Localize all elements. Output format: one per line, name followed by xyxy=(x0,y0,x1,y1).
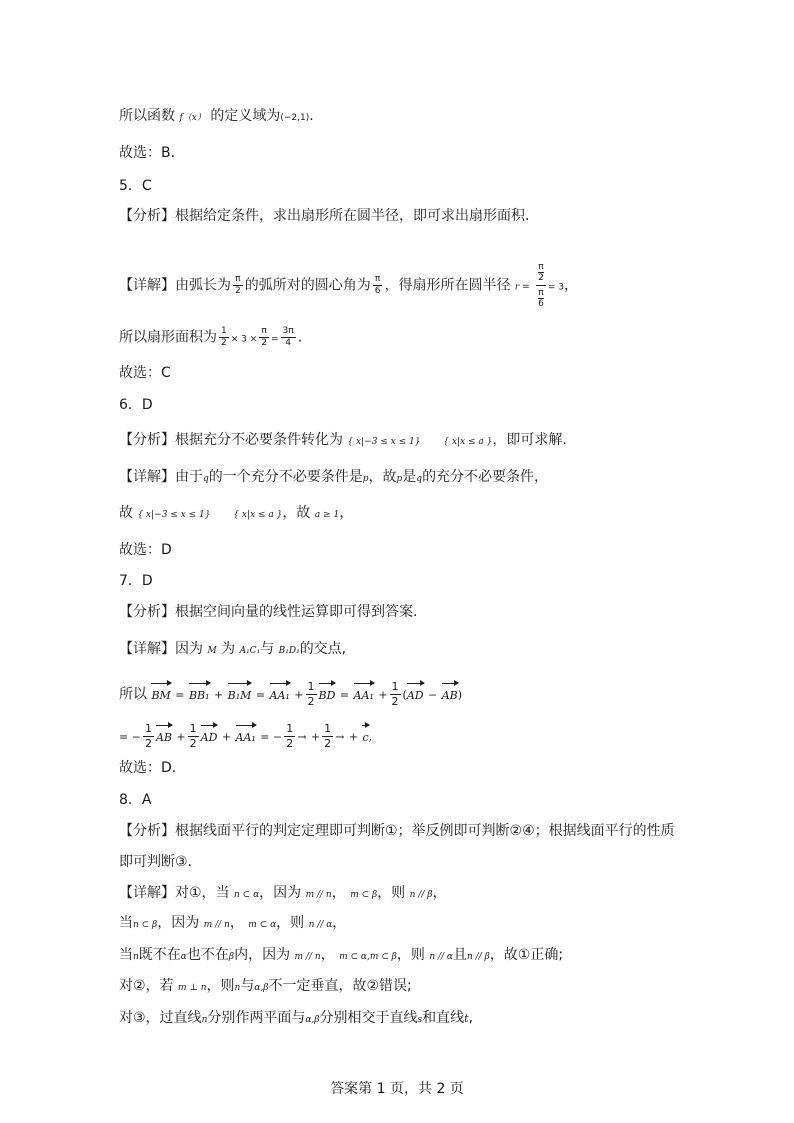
math: s xyxy=(417,1015,423,1025)
fraction: $\frac{\pi}{2}$ xyxy=(261,326,267,348)
text: 【详解】对①，当 xyxy=(119,885,230,901)
math: n xyxy=(234,983,241,993)
math: = xyxy=(175,688,185,702)
math: + xyxy=(310,730,321,744)
math: q xyxy=(416,474,423,484)
math: { x|−3 ≤ x ≤ 1} xyxy=(137,510,211,520)
fraction: $\frac{1}{2}$ xyxy=(324,722,332,750)
question-number: 7．D xyxy=(119,573,153,589)
math: ( xyxy=(402,688,407,702)
vector: BD xyxy=(319,682,336,706)
vector: BB₁ xyxy=(189,682,210,706)
vector-equation xyxy=(119,680,462,709)
fraction: $\frac{\pi}{6}$ xyxy=(374,274,381,296)
detail-line xyxy=(119,503,353,525)
math: → xyxy=(297,730,307,744)
math: m ⊂ α,m ⊂ β xyxy=(339,952,397,962)
math: m ⊥ n xyxy=(178,983,207,993)
text: ，则 xyxy=(276,915,305,931)
text: ， xyxy=(563,277,578,294)
vector: AA₁ xyxy=(354,682,374,706)
text-line xyxy=(119,106,314,128)
detail-line xyxy=(119,639,346,661)
text: 与 xyxy=(240,978,255,994)
text: 分别相交于直线 xyxy=(319,1010,418,1026)
text-line: 故选：B. xyxy=(119,145,176,161)
math: m ⊂ α xyxy=(248,920,277,930)
math: { x|x ≤ a } xyxy=(233,510,283,520)
math: n xyxy=(133,952,139,962)
math: m // n xyxy=(305,890,332,900)
fraction: $\frac{\pi}{2}$ xyxy=(235,274,241,296)
math: m // n xyxy=(203,920,230,930)
math: − xyxy=(428,688,438,702)
text: . xyxy=(297,329,303,346)
fraction: $\frac{1}{2}$ xyxy=(144,722,152,750)
math: α,β xyxy=(305,1015,320,1025)
detail-line xyxy=(119,1008,473,1030)
math: = xyxy=(255,688,266,702)
vector: c xyxy=(362,724,368,748)
math: α xyxy=(180,952,187,962)
math: r = xyxy=(514,282,530,293)
vector: AB xyxy=(156,724,172,748)
analysis-line: 【分析】根据线面平行的判定定理即可判断①；举反例即可判断②④；根据线面平行的性质 xyxy=(119,823,675,839)
text: 【详解】由于 xyxy=(119,469,203,485)
math: B₁D₁ xyxy=(278,646,300,656)
text: ， xyxy=(332,915,347,931)
text: ，故 xyxy=(282,505,311,521)
text: ， xyxy=(320,947,335,963)
text: , xyxy=(468,1010,474,1026)
detail-line xyxy=(119,913,346,935)
text: 当 xyxy=(119,915,133,931)
math: n xyxy=(201,1015,208,1025)
fraction: $\frac{1}{2}$ xyxy=(307,680,315,708)
text: 的一个充分不必要条件是 xyxy=(208,469,363,485)
math: α,β xyxy=(254,983,269,993)
text: 既不在 xyxy=(138,947,181,963)
text: ，即可求解. xyxy=(492,432,567,448)
fraction: $\frac{3\pi}{4}$ xyxy=(282,326,294,348)
math: , xyxy=(368,730,373,744)
math: n ⊂ β xyxy=(133,920,158,930)
text: 内，因为 xyxy=(234,947,291,963)
math: n // α xyxy=(308,920,333,930)
text: 不一定垂直，故②错误; xyxy=(268,978,412,994)
vector: BM xyxy=(151,682,170,706)
detail-line xyxy=(119,262,578,309)
text: 【详解】因为 xyxy=(119,641,203,657)
text: 的弧所对的圆心角为 xyxy=(244,277,371,294)
math: + xyxy=(294,688,304,702)
text: ，因为 xyxy=(259,885,302,901)
text: 与 xyxy=(260,641,275,657)
math: + xyxy=(213,688,224,702)
math: { x|x ≤ a } xyxy=(443,437,493,447)
text: 【详解】由弧长为 xyxy=(119,277,231,294)
analysis-line: 【分析】根据空间向量的线性运算即可得到答案. xyxy=(119,604,418,620)
math: f（x） xyxy=(179,113,206,123)
math: m ⊂ β xyxy=(350,890,378,900)
text: 对②，若 xyxy=(119,978,174,994)
compound-fraction: π 2 π 6 xyxy=(538,262,544,309)
text: 【分析】根据充分不必要条件转化为 xyxy=(119,432,343,448)
vector: AB xyxy=(442,682,458,706)
math: n ⊂ α xyxy=(234,890,260,900)
detail-line xyxy=(119,976,412,998)
fraction: $\frac{1}{2}$ xyxy=(221,326,227,348)
text: 当 xyxy=(119,947,133,963)
text: 为 xyxy=(221,641,236,657)
fraction: $\frac{1}{2}$ xyxy=(286,722,294,750)
math: = xyxy=(339,688,350,702)
text: 对③，过直线 xyxy=(119,1010,202,1026)
text: 所以扇形面积为 xyxy=(119,329,217,346)
math: a ≥ 1 xyxy=(314,510,340,520)
fraction: $\frac{1}{2}$ xyxy=(391,680,399,708)
math: p xyxy=(362,474,369,484)
math: = 3 xyxy=(547,282,564,293)
text: ， xyxy=(229,915,244,931)
text: ，则 xyxy=(377,885,406,901)
text: ， xyxy=(339,505,354,521)
math: β xyxy=(228,952,235,962)
math: + xyxy=(348,730,359,744)
detail-line xyxy=(119,883,446,905)
text: ， xyxy=(432,885,447,901)
vector: AA₁ xyxy=(270,682,290,706)
math: ) xyxy=(457,688,463,702)
math: q xyxy=(203,474,209,484)
math: p xyxy=(396,474,403,484)
question-number: 8．A xyxy=(119,792,152,808)
question-number: 6．D xyxy=(119,397,153,413)
math: m // n xyxy=(294,952,321,962)
text: 的定义域为 xyxy=(210,108,281,124)
analysis-line xyxy=(119,430,567,452)
text: 的交点, xyxy=(299,641,347,657)
text: 和直线 xyxy=(422,1010,465,1026)
text: . xyxy=(309,108,314,124)
text: ，因为 xyxy=(157,915,200,931)
math: n // β xyxy=(466,952,490,962)
text: 是 xyxy=(402,469,417,485)
fraction: $\frac{1}{2}$ xyxy=(189,722,197,750)
text: 故 xyxy=(119,505,133,521)
math: → xyxy=(335,730,345,744)
text: ，则 xyxy=(206,978,235,994)
answer-line: 故选：C xyxy=(119,365,171,381)
vector-equation xyxy=(119,722,372,751)
math: M xyxy=(207,646,217,656)
math: A₁C₁ xyxy=(239,646,261,656)
math: n // α xyxy=(429,952,453,962)
analysis-line: 即可判断③. xyxy=(119,854,193,870)
text: ，则 xyxy=(396,947,425,963)
vector: AD xyxy=(407,682,424,706)
text: 分别作两平面与 xyxy=(207,1010,306,1026)
vector: B₁M xyxy=(228,682,252,706)
vector: AD xyxy=(201,724,218,748)
math: = xyxy=(271,334,279,345)
text: ， xyxy=(331,885,346,901)
text: ，得扇形所在圆半径 xyxy=(384,277,511,294)
detail-line xyxy=(119,467,548,489)
text: 所以函数 xyxy=(119,108,175,124)
math: + xyxy=(221,730,232,744)
text: 且 xyxy=(452,947,467,963)
answer-line: 故选：D xyxy=(119,542,172,558)
page-footer: 答案第 1 页，共 2 页 xyxy=(330,1081,464,1097)
text: ，故①正确; xyxy=(489,947,564,963)
detail-line xyxy=(119,945,563,967)
text: 也不在 xyxy=(186,947,229,963)
math: = − xyxy=(119,730,141,744)
question-number: 5．C xyxy=(119,178,152,194)
answer-line: 故选：D. xyxy=(119,760,177,776)
text: ，故 xyxy=(368,469,397,485)
math: × 3 × xyxy=(230,334,258,345)
math: + xyxy=(378,688,388,702)
math: + xyxy=(176,730,186,744)
vector: AA₁ xyxy=(236,724,256,748)
math: = − xyxy=(260,730,283,744)
math: n // β xyxy=(409,890,433,900)
math: { x|−3 ≤ x ≤ 1} xyxy=(347,437,421,447)
analysis-line: 【分析】根据给定条件，求出扇形所在圆半径，即可求出扇形面积. xyxy=(119,208,530,224)
math: t xyxy=(464,1012,469,1025)
text: 的充分不必要条件， xyxy=(422,469,549,485)
detail-line xyxy=(119,326,302,350)
math: (−2,1) xyxy=(280,113,310,123)
text: 所以 xyxy=(119,686,147,703)
